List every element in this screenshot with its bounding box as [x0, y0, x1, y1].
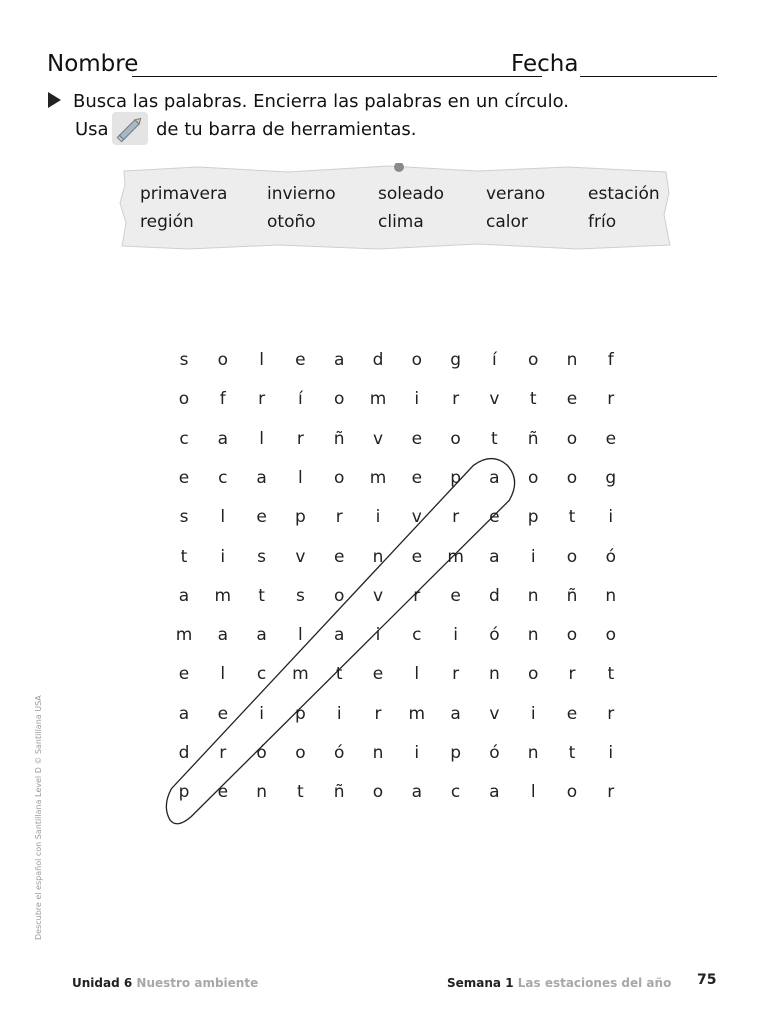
grid-letter[interactable]: í: [492, 350, 497, 370]
grid-letter[interactable]: t: [258, 585, 265, 606]
grid-letter[interactable]: r: [452, 664, 460, 685]
grid-letter[interactable]: e: [411, 546, 423, 567]
grid-letter[interactable]: a: [256, 467, 267, 488]
grid-letter[interactable]: p: [450, 467, 461, 488]
grid-letter[interactable]: ñ: [527, 428, 539, 449]
footer-unit-label: Unidad 6: [72, 976, 133, 990]
grid-letter[interactable]: r: [452, 389, 460, 410]
grid-letter[interactable]: i: [414, 389, 420, 410]
grid-letter[interactable]: d: [178, 743, 190, 763]
grid-letter[interactable]: ó: [489, 743, 500, 763]
grid-letter[interactable]: e: [489, 507, 500, 528]
grid-letter[interactable]: m: [408, 703, 426, 724]
grid-letter[interactable]: a: [489, 546, 500, 567]
grid-letter[interactable]: i: [336, 703, 342, 724]
grid-letter[interactable]: e: [411, 428, 423, 449]
grid-letter[interactable]: l: [259, 350, 264, 370]
footer-unit-title: Nuestro ambiente: [136, 976, 259, 990]
footer-week: [447, 976, 671, 990]
grid-letter[interactable]: ñ: [333, 782, 345, 803]
grid-letter[interactable]: r: [452, 507, 460, 528]
grid-letter[interactable]: a: [256, 625, 267, 646]
grid-letter[interactable]: v: [411, 507, 422, 528]
grid-letter[interactable]: v: [372, 585, 384, 606]
grid-letter[interactable]: i: [530, 703, 536, 724]
grid-letter[interactable]: i: [259, 703, 264, 724]
grid-letter[interactable]: e: [605, 428, 617, 449]
grid-letter[interactable]: c: [412, 625, 422, 646]
grid-letter[interactable]: o: [295, 743, 306, 763]
grid-letter[interactable]: o: [566, 782, 578, 803]
grid-letter[interactable]: e: [256, 507, 267, 528]
grid-letter[interactable]: i: [608, 743, 614, 763]
instruction-text-2: de tu barra de herramientas.: [156, 119, 417, 140]
grid-letter[interactable]: a: [489, 782, 500, 803]
grid-letter[interactable]: i: [453, 625, 458, 646]
grid-letter[interactable]: a: [178, 585, 190, 606]
footer-week-title: Las estaciones del año: [517, 976, 672, 990]
grid-letter[interactable]: o: [217, 350, 228, 370]
date-label: Fecha: [511, 51, 579, 77]
grid-letter[interactable]: e: [566, 389, 578, 410]
grid-letter[interactable]: o: [333, 585, 345, 606]
grid-letter[interactable]: t: [568, 507, 576, 528]
grid-letter[interactable]: s: [179, 350, 189, 370]
grid-letter[interactable]: c: [450, 782, 461, 803]
bank-word-otono: otoño: [267, 212, 316, 232]
copyright-sidebar: Descubre el español con Santillana Level D © Santillana USA: [34, 695, 43, 940]
bank-word-soleado: soleado: [378, 184, 445, 204]
grid-letter[interactable]: i: [414, 743, 420, 763]
grid-letter[interactable]: c: [218, 467, 228, 488]
grid-letter[interactable]: v: [489, 389, 500, 410]
grid-letter[interactable]: a: [217, 625, 228, 646]
grid-letter[interactable]: m: [292, 664, 309, 685]
grid-letter[interactable]: n: [372, 546, 384, 567]
grid-letter[interactable]: s: [179, 507, 189, 528]
grid-letter[interactable]: e: [333, 546, 345, 567]
grid-letter[interactable]: g: [605, 467, 617, 488]
grid-letter[interactable]: a: [333, 625, 345, 646]
grid-letter[interactable]: e: [217, 782, 229, 803]
grid-letter[interactable]: r: [258, 389, 266, 410]
grid-letter[interactable]: t: [297, 782, 304, 803]
grid-letter[interactable]: o: [566, 428, 578, 449]
instruction-use-label: Usa: [75, 119, 109, 140]
footer-week-label: Semana 1: [447, 976, 514, 990]
grid-letter[interactable]: t: [491, 428, 498, 449]
grid-letter[interactable]: m: [175, 625, 193, 646]
grid-letter[interactable]: n: [566, 350, 578, 370]
grid-letter[interactable]: p: [294, 507, 306, 528]
grid-letter[interactable]: f: [607, 350, 614, 370]
bank-word-invierno: invierno: [267, 184, 336, 204]
grid-letter[interactable]: s: [257, 546, 267, 567]
grid-letter[interactable]: o: [527, 467, 539, 488]
grid-letter[interactable]: o: [566, 625, 578, 646]
grid-letter[interactable]: a: [411, 782, 422, 803]
grid-letter[interactable]: o: [411, 350, 422, 370]
grid-letter[interactable]: d: [488, 585, 500, 606]
grid-letter[interactable]: t: [180, 546, 188, 567]
grid-letter[interactable]: r: [568, 664, 576, 685]
page-number: 75: [697, 972, 717, 988]
grid-letter[interactable]: l: [220, 507, 226, 528]
grid-letter[interactable]: p: [527, 507, 539, 528]
grid-letter[interactable]: í: [298, 389, 303, 410]
grid-letter[interactable]: d: [372, 350, 384, 370]
grid-letter[interactable]: l: [298, 625, 303, 646]
grid-letter[interactable]: s: [295, 585, 305, 606]
grid-letter[interactable]: ó: [333, 743, 345, 763]
grid-letter[interactable]: o: [605, 625, 616, 646]
grid-letter[interactable]: f: [219, 389, 226, 410]
grid-letter[interactable]: n: [489, 664, 500, 685]
grid-letter[interactable]: g: [450, 350, 461, 370]
grid-letter[interactable]: r: [607, 703, 615, 724]
grid-letter[interactable]: e: [450, 585, 461, 606]
grid-letter[interactable]: n: [527, 743, 539, 763]
grid-letter[interactable]: o: [527, 350, 539, 370]
grid-letter[interactable]: m: [214, 585, 232, 606]
grid-letter[interactable]: c: [256, 664, 267, 685]
name-label: Nombre: [47, 51, 139, 77]
grid-letter[interactable]: e: [372, 664, 384, 685]
grid-letter[interactable]: o: [333, 389, 345, 410]
grid-letter[interactable]: n: [256, 782, 267, 803]
grid-letter[interactable]: a: [333, 350, 345, 370]
grid-letter[interactable]: m: [447, 546, 464, 567]
grid-letter[interactable]: l: [220, 664, 226, 685]
grid-letter[interactable]: t: [607, 664, 615, 685]
grid-letter[interactable]: e: [178, 467, 190, 488]
grid-letter[interactable]: ó: [256, 743, 267, 763]
grid-letter[interactable]: v: [295, 546, 306, 567]
grid-letter[interactable]: c: [179, 428, 189, 449]
grid-letter[interactable]: t: [335, 664, 343, 685]
grid-letter[interactable]: p: [294, 703, 306, 724]
grid-letter[interactable]: i: [530, 546, 536, 567]
bank-word-frio: frío: [588, 212, 617, 232]
grid-letter[interactable]: i: [375, 625, 381, 646]
grid-letter[interactable]: a: [489, 467, 500, 488]
grid-letter[interactable]: l: [530, 782, 536, 803]
grid-letter[interactable]: o: [178, 389, 190, 410]
grid-letter[interactable]: t: [529, 389, 537, 410]
grid-letter[interactable]: e: [566, 703, 578, 724]
grid-letter[interactable]: n: [372, 743, 384, 763]
bank-word-primavera: primavera: [140, 184, 228, 204]
grid-letter[interactable]: ñ: [566, 585, 578, 606]
grid-letter[interactable]: l: [414, 664, 420, 685]
grid-letter[interactable]: o: [333, 467, 345, 488]
grid-letter[interactable]: r: [335, 507, 343, 528]
grid-letter[interactable]: v: [372, 428, 384, 449]
grid-letter[interactable]: o: [372, 782, 384, 803]
grid-letter[interactable]: v: [489, 703, 500, 724]
grid-letter[interactable]: l: [298, 467, 303, 488]
grid-letter[interactable]: o: [450, 428, 461, 449]
grid-letter[interactable]: p: [178, 782, 190, 803]
grid-letter[interactable]: o: [566, 467, 578, 488]
grid-letter[interactable]: ñ: [333, 428, 345, 449]
grid-letter[interactable]: a: [450, 703, 461, 724]
grid-letter[interactable]: a: [178, 703, 190, 724]
instruction-text-1: Busca las palabras. Encierra las palabras en un círculo.: [73, 91, 570, 112]
grid-letter[interactable]: ó: [489, 625, 500, 646]
grid-letter[interactable]: i: [375, 507, 381, 528]
grid-letter[interactable]: ó: [605, 546, 616, 567]
footer-unit: [72, 976, 258, 990]
grid-letter[interactable]: r: [296, 428, 304, 449]
grid-letter[interactable]: m: [369, 467, 387, 488]
grid-letter[interactable]: r: [607, 389, 615, 410]
bank-word-region: región: [140, 212, 194, 232]
grid-letter[interactable]: r: [219, 743, 227, 763]
grid-letter[interactable]: o: [566, 546, 578, 567]
grid-letter[interactable]: i: [220, 546, 226, 567]
bank-word-verano: verano: [486, 184, 546, 204]
grid-letter[interactable]: n: [527, 585, 539, 606]
grid-letter[interactable]: e: [295, 350, 306, 370]
grid-letter[interactable]: o: [527, 664, 539, 685]
bank-word-clima: clima: [378, 212, 424, 232]
grid-letter[interactable]: a: [217, 428, 228, 449]
grid-letter[interactable]: e: [217, 703, 229, 724]
grid-letter[interactable]: t: [568, 743, 576, 763]
bank-word-estacion: estación: [588, 184, 660, 204]
grid-letter[interactable]: r: [413, 585, 421, 606]
grid-letter[interactable]: n: [605, 585, 617, 606]
grid-letter[interactable]: p: [450, 743, 461, 763]
grid-letter[interactable]: n: [527, 625, 539, 646]
grid-letter[interactable]: i: [608, 507, 614, 528]
grid-letter[interactable]: m: [369, 389, 387, 410]
grid-letter[interactable]: r: [607, 782, 615, 803]
bank-word-calor: calor: [486, 212, 528, 232]
grid-letter[interactable]: e: [411, 467, 423, 488]
grid-letter[interactable]: e: [178, 664, 190, 685]
grid-letter[interactable]: r: [374, 703, 382, 724]
grid-letter[interactable]: l: [259, 428, 264, 449]
